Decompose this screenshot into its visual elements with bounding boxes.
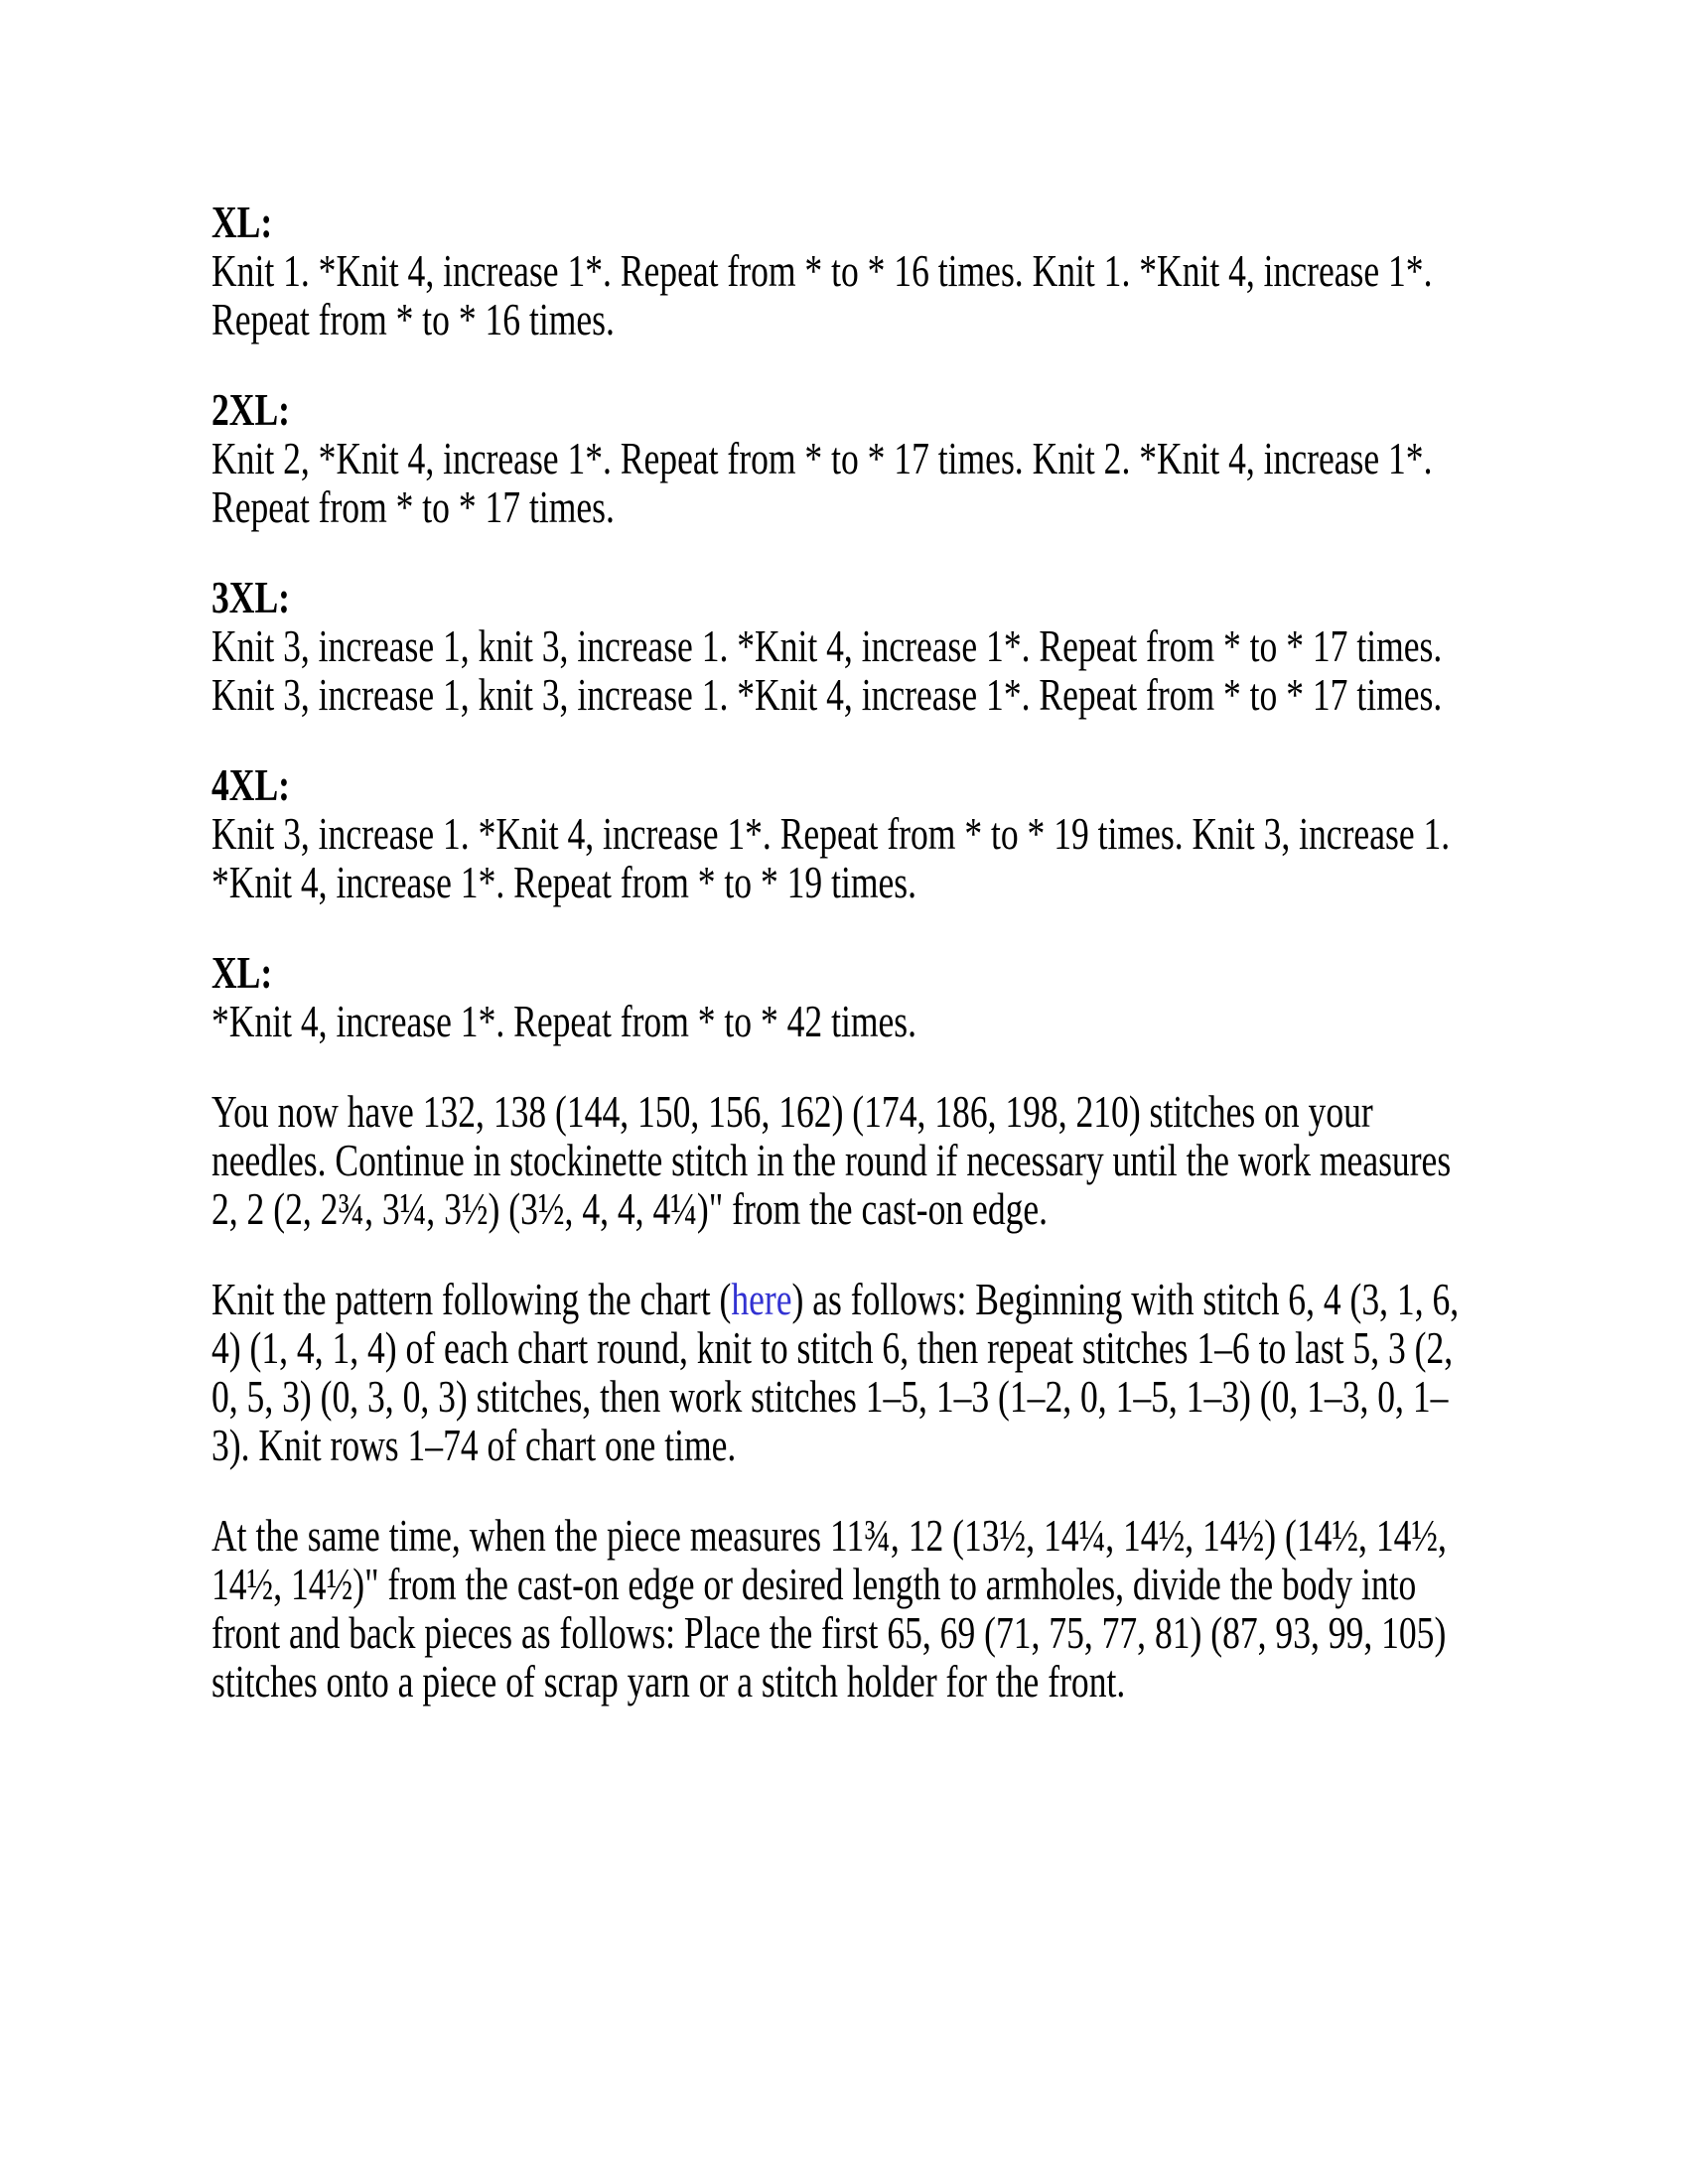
size-heading: XL: bbox=[211, 197, 273, 247]
size-heading: 2XL: bbox=[211, 384, 291, 435]
text-after-link: ) as follows: Beginning with stitch 6, 4 (3, 1, 6, 4) (1, 4, 1, 4) of each chart round, knit to stitch 6, then repeat stitches 1–6 to last 5, 3 (2, 0, 5, 3) (0, 3, 0, 3) stitches, then work stitches 1–5, 1–3 (1–2, 0, 1–5, 1–3) (0, 1–3, 0, 1–3). Knit rows 1–74 of chart one time. bbox=[211, 1274, 1460, 1470]
instruction-text: Knit 2, *Knit 4, increase 1*. Repeat from * to * 17 times. Knit 2. *Knit 4, increase 1*. Repeat from * to * 17 times. bbox=[211, 433, 1433, 532]
size-section-4xl bbox=[211, 760, 1467, 906]
instruction-text: Knit 1. *Knit 4, increase 1*. Repeat from * to * 16 times. Knit 1. *Knit 4, increase 1*. Repeat from * to * 16 times. bbox=[211, 245, 1433, 344]
paragraph-divide-body: At the same time, when the piece measures 11¾, 12 (13½, 14¼, 14½, 14½) (14½, 14½, 14½, 14½)" from the cast-on edge or desired length to armholes, divide the body into front and back pieces as follows: Place the first 65, 69 (71, 75, 77, 81) (87, 93, 99, 105) stitches onto a piece of scrap yarn or a stitch holder for the front. bbox=[211, 1510, 1447, 1706]
paragraph-stitch-count: You now have 132, 138 (144, 150, 156, 162) (174, 186, 198, 210) stitches on your needles. Continue in stockinette stitch in the round if necessary until the work measures 2, 2 (2, 2¾, 3¼, 3½) (3½, 4, 4, 4¼)" from the cast-on edge. bbox=[211, 1086, 1452, 1234]
text-column bbox=[211, 198, 1467, 1706]
size-section-2xl bbox=[211, 385, 1467, 531]
chart-link[interactable]: here bbox=[731, 1274, 792, 1324]
size-section-xl bbox=[211, 198, 1467, 343]
instruction-text: Knit 3, increase 1. *Knit 4, increase 1*. Repeat from * to * 19 times. Knit 3, increase 1. *Knit 4, increase 1*. Repeat from * to * 19 times. bbox=[211, 808, 1451, 907]
size-heading: 3XL: bbox=[211, 572, 291, 622]
paragraph-chart-instructions bbox=[211, 1275, 1467, 1469]
instruction-text: Knit 3, increase 1, knit 3, increase 1. *Knit 4, increase 1*. Repeat from * to * 17 times. Knit 3, increase 1, knit 3, increase 1. *Knit 4, increase 1*. Repeat from * to * 17 times. bbox=[211, 620, 1443, 720]
instruction-text: *Knit 4, increase 1*. Repeat from * to * 42 times. bbox=[211, 996, 917, 1046]
text-before-link: Knit the pattern following the chart ( bbox=[211, 1274, 732, 1324]
size-section-3xl bbox=[211, 573, 1467, 719]
size-section-xl-repeat bbox=[211, 948, 1467, 1045]
size-heading: XL: bbox=[211, 947, 273, 998]
size-heading: 4XL: bbox=[211, 759, 291, 810]
